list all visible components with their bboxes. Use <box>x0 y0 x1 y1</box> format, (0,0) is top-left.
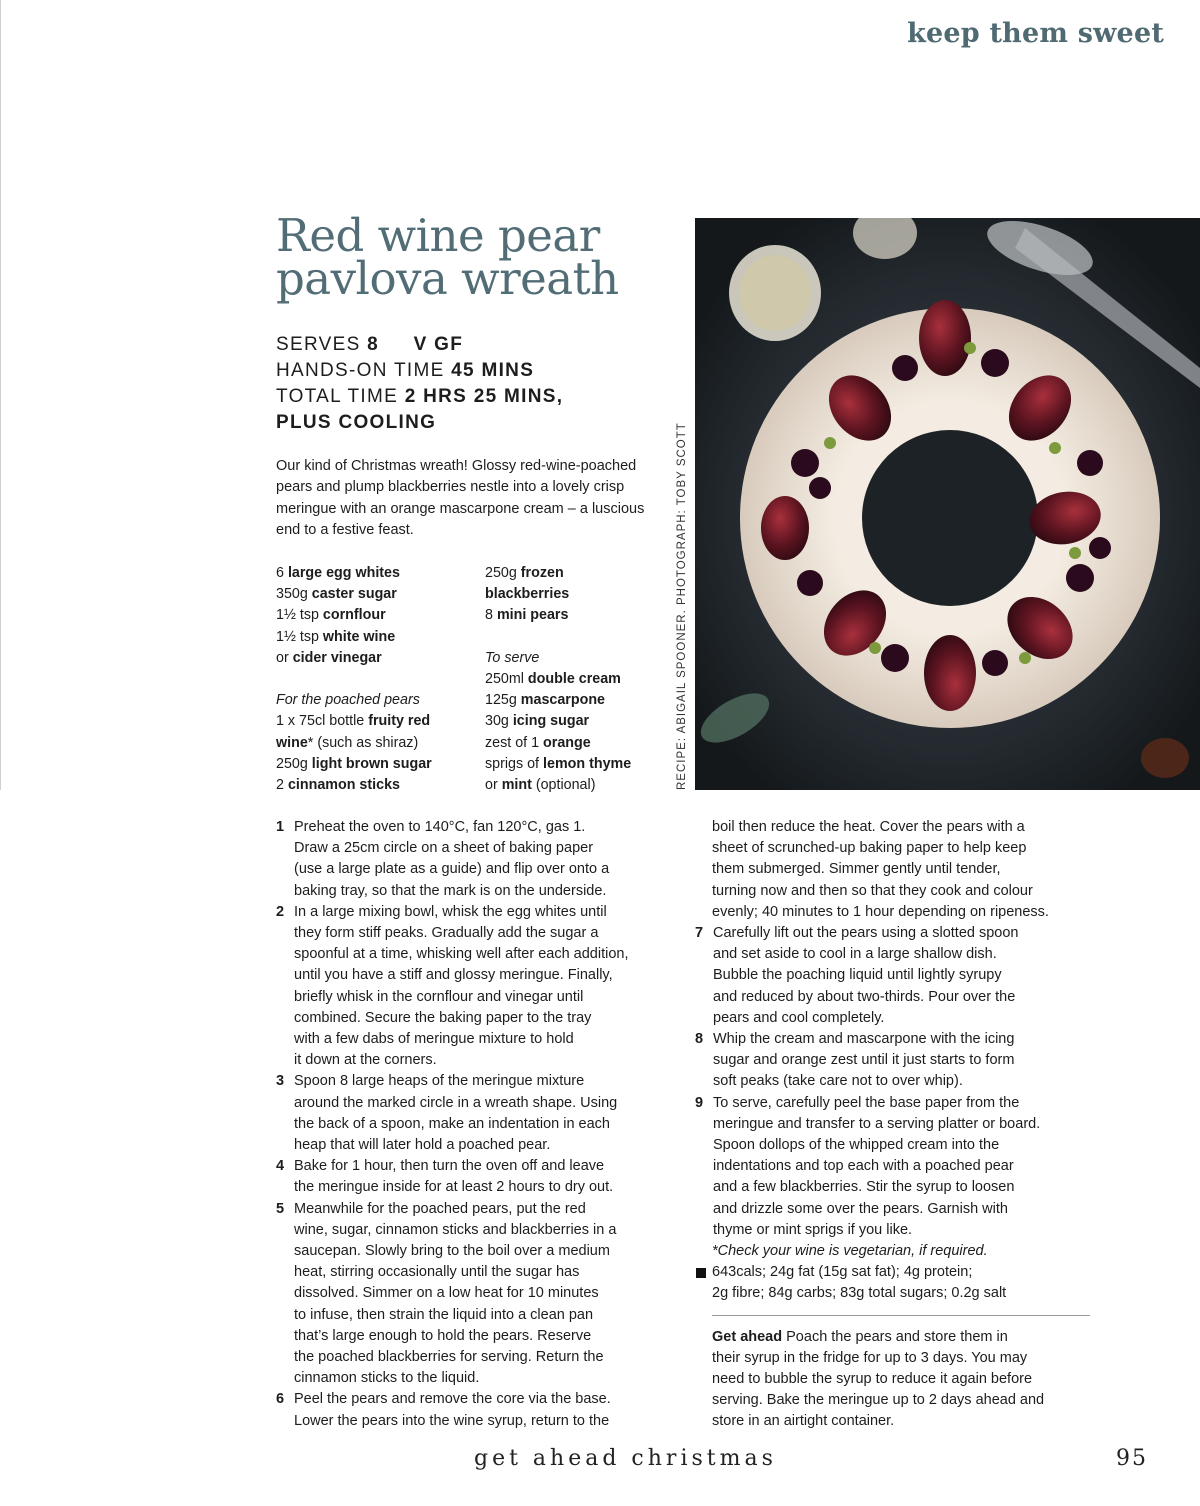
ingredient-item <box>276 563 476 584</box>
step-6-continued <box>695 817 1090 923</box>
step-number: 8 <box>695 1031 704 1048</box>
step-line: meringue and transfer to a serving platter or board. <box>713 1115 1041 1132</box>
step-number: 6 <box>276 1391 285 1408</box>
step-line: sugar and orange zest until it just starts to form <box>713 1052 1015 1069</box>
ingredient-item <box>276 711 476 732</box>
section-tag: keep them sweet <box>907 18 1164 49</box>
nutrition-info <box>695 1262 1090 1304</box>
diet-tags: V GF <box>413 334 464 355</box>
total-row-2 <box>276 410 676 436</box>
handson-value: 45 MINS <box>451 360 535 381</box>
photo-credit: RECIPE: ABIGAIL SPOONER. PHOTOGRAPH: TOBY SCOTT <box>676 422 688 790</box>
total-label: TOTAL TIME <box>276 386 399 407</box>
step-number: 3 <box>276 1073 285 1090</box>
nutrition-line: 2g fibre; 84g carbs; 83g total sugars; 0.2g salt <box>712 1285 1007 1302</box>
step-line: it down at the corners. <box>294 1052 437 1069</box>
step-line: Peel the pears and remove the core via the base. <box>294 1391 611 1408</box>
ingredient-quantity: sprigs of <box>485 755 544 772</box>
ingredient-name: orange <box>543 734 591 751</box>
step-line: baking tray, so that the mark is on the underside. <box>294 882 607 899</box>
step-line: and reduced by about two-thirds. Pour over the <box>713 988 1016 1005</box>
step-line: turning now and then so that they cook and colour <box>712 882 1033 899</box>
ingredient-quantity: 6 <box>276 565 288 581</box>
step-line: Bubble the poaching liquid until lightly syrupy <box>713 967 1002 984</box>
ingredient-item <box>485 669 675 690</box>
method-step <box>276 1071 674 1156</box>
step-number: 1 <box>276 819 285 835</box>
ingredient-quantity: 250ml <box>485 671 528 687</box>
page-number: 95 <box>1116 1446 1148 1471</box>
step-line: Spoon 8 large heaps of the meringue mixture <box>294 1073 585 1090</box>
step-line: them submerged. Simmer gently until tender, <box>712 861 1001 878</box>
step-line: pears and cool completely. <box>713 1009 885 1026</box>
serves-row <box>276 332 676 358</box>
divider <box>712 1315 1090 1316</box>
ingredient-quantity: 1½ tsp <box>276 607 323 624</box>
method-column-right <box>695 817 1090 1433</box>
step-line: to infuse, then strain the liquid into a clean pan <box>294 1306 594 1323</box>
get-ahead-label: Get ahead <box>712 1328 783 1345</box>
ingredient-name: cornflour <box>322 607 386 624</box>
step-line: (use a large plate as a guide) and flip over onto a <box>294 861 610 878</box>
total-row <box>276 384 676 410</box>
step-number: 5 <box>276 1200 285 1217</box>
handson-row <box>276 358 676 384</box>
ingredient-item <box>485 563 675 584</box>
method-step <box>695 1029 1090 1093</box>
step-line: spoonful at a time, whisking well after each addition, <box>294 946 629 963</box>
ingredient-item <box>485 754 675 775</box>
get-ahead-box <box>695 1327 1090 1433</box>
get-ahead-line: their syrup in the fridge for up to 3 days. You may <box>712 1349 1028 1366</box>
ingredient-name: blackberries <box>485 586 570 603</box>
total-value-2: PLUS COOLING <box>276 412 437 433</box>
ingredient-quantity: 350g <box>276 586 312 603</box>
ingredient-name: lemon thyme <box>543 755 632 772</box>
ingredient-name: caster sugar <box>311 586 397 603</box>
step-line: around the marked circle in a wreath shape. Using <box>294 1094 618 1111</box>
ingredient-note: * (such as shiraz) <box>307 734 419 751</box>
step-line: Whip the cream and mascarpone with the icing <box>713 1031 1015 1048</box>
step-line: with a few dabs of meringue mixture to hold <box>294 1031 574 1048</box>
step-number: 2 <box>276 903 285 920</box>
poached-pears-subheading: For the poached pears <box>276 692 420 709</box>
step-line: sheet of scrunched-up baking paper to help keep <box>712 840 1027 857</box>
method-step <box>695 923 1090 1029</box>
ingredients-column-1 <box>276 563 476 796</box>
ingredient-quantity: 1½ tsp <box>276 628 323 645</box>
step-line: Draw a 25cm circle on a sheet of baking paper <box>294 840 594 857</box>
step-line: Spoon dollops of the whipped cream into the <box>713 1137 1000 1154</box>
step-line: Carefully lift out the pears using a slotted spoon <box>713 925 1019 942</box>
step-line: Preheat the oven to 140°C, fan 120°C, gas 1. <box>294 819 586 835</box>
step-line: until you have a stiff and glossy meringue. Finally, <box>294 967 613 984</box>
step-line: and drizzle some over the pears. Garnish with <box>713 1200 1008 1217</box>
ingredient-name: wine <box>276 734 308 751</box>
ingredient-name: light brown sugar <box>311 755 432 772</box>
title-line-1: Red wine pear <box>276 209 600 262</box>
wine-note: *Check your wine is vegetarian, if required. <box>712 1243 988 1260</box>
ingredient-quantity: or <box>276 649 293 666</box>
ingredient-quantity: or <box>485 777 502 794</box>
total-value: 2 HRS 25 MINS, <box>404 386 564 407</box>
step-line: dissolved. Simmer on a low heat for 10 minutes <box>294 1285 599 1302</box>
step-line: the back of a spoon, make an indentation in each <box>294 1115 610 1132</box>
ingredient-quantity: 250g <box>276 755 312 772</box>
ingredient-item <box>485 605 675 626</box>
ingredient-name: cider vinegar <box>292 649 382 666</box>
ingredient-name: icing sugar <box>512 713 590 730</box>
step-line: the poached blackberries for serving. Return the <box>294 1349 604 1366</box>
title-line-2: pavlova wreath <box>276 252 619 305</box>
step-line: and a few blackberries. Stir the syrup to loosen <box>713 1179 1015 1196</box>
step-line: indentations and top each with a poached pear <box>713 1158 1014 1175</box>
ingredient-note: (optional) <box>531 777 596 794</box>
ingredient-item <box>485 733 675 754</box>
step-number: 7 <box>695 925 704 942</box>
ingredient-name: mint <box>501 777 532 794</box>
method-step <box>695 1093 1090 1241</box>
step-line: saucepan. Slowly bring to the boil over a medium <box>294 1243 610 1260</box>
step-line: the meringue inside for at least 2 hours to dry out. <box>294 1179 614 1196</box>
ingredient-item <box>485 711 675 732</box>
step-line: Bake for 1 hour, then turn the oven off and leave <box>294 1158 605 1175</box>
to-serve-subheading: To serve <box>485 649 540 666</box>
step-line: heap that will later hold a poached pear. <box>294 1137 551 1154</box>
step-line: heat, stirring occasionally until the sugar has <box>294 1264 580 1281</box>
ingredient-quantity: 125g <box>485 692 521 709</box>
ingredient-item <box>485 775 675 796</box>
step-line: wine, sugar, cinnamon sticks and blackberries in a <box>294 1221 617 1238</box>
bullet-square-icon <box>696 1268 706 1278</box>
footer-title: get ahead christmas <box>474 1446 777 1471</box>
method-step <box>276 817 674 902</box>
ingredient-item <box>485 690 675 711</box>
ingredient-item <box>276 648 476 669</box>
method-step <box>276 902 674 1072</box>
ingredient-item <box>276 627 476 648</box>
ingredient-quantity: 1 x 75cl bottle <box>276 713 369 730</box>
ingredient-quantity: 8 <box>485 607 497 624</box>
handson-label: HANDS-ON TIME <box>276 360 445 381</box>
step-line: evenly; 40 minutes to 1 hour depending on ripeness. <box>712 903 1049 920</box>
ingredient-item <box>276 775 476 796</box>
step-line: Meanwhile for the poached pears, put the red <box>294 1200 586 1217</box>
method-step <box>276 1389 674 1431</box>
ingredient-quantity: zest of 1 <box>485 734 544 751</box>
step-line: briefly whisk in the cornflour and vinegar until <box>294 988 584 1005</box>
get-ahead-line: need to bubble the syrup to reduce it again before <box>712 1371 1033 1388</box>
step-line: To serve, carefully peel the base paper from the <box>713 1094 1020 1111</box>
ingredient-name: cinnamon sticks <box>287 777 400 794</box>
page-edge-rule <box>0 0 1 790</box>
step-line: soft peaks (take care not to over whip). <box>713 1073 963 1090</box>
ingredient-item <box>485 584 675 605</box>
method-step <box>276 1156 674 1198</box>
ingredient-name: double cream <box>527 671 621 687</box>
method-column-left <box>276 817 674 1432</box>
ingredient-name: fruity red <box>368 713 431 730</box>
ingredient-quantity: 2 <box>276 777 288 794</box>
ingredient-name: white wine <box>322 628 396 645</box>
ingredient-item <box>276 605 476 626</box>
step-line: Lower the pears into the wine syrup, return to the <box>294 1412 610 1429</box>
ingredient-item <box>276 733 476 754</box>
ingredient-name: mascarpone <box>520 692 606 709</box>
recipe-title <box>276 209 676 305</box>
step-line: and set aside to cool in a large shallow dish. <box>713 946 997 963</box>
step-line: combined. Secure the baking paper to the tray <box>294 1009 592 1026</box>
ingredient-name: frozen <box>520 565 564 581</box>
recipe-meta <box>276 332 676 436</box>
step-line: thyme or mint sprigs if you like. <box>713 1221 913 1238</box>
get-ahead-line <box>712 1327 1090 1348</box>
step-line: cinnamon sticks to the liquid. <box>294 1370 480 1387</box>
ingredient-name: large egg whites <box>287 565 400 581</box>
ingredient-name: mini pears <box>496 607 569 624</box>
ingredient-item <box>276 754 476 775</box>
step-line: boil then reduce the heat. Cover the pears with a <box>712 819 1025 835</box>
recipe-photo <box>695 218 1200 790</box>
ingredient-item <box>276 584 476 605</box>
step-line: that’s large enough to hold the pears. Reserve <box>294 1327 592 1344</box>
step-number: 4 <box>276 1158 285 1175</box>
serves-value: 8 <box>367 334 380 355</box>
step-line: In a large mixing bowl, whisk the egg whites until <box>294 903 607 920</box>
nutrition-line: 643cals; 24g fat (15g sat fat); 4g protein; <box>712 1264 973 1281</box>
method-step <box>276 1199 674 1390</box>
get-ahead-text: Poach the pears and store them in <box>782 1328 1008 1345</box>
ingredient-quantity: 30g <box>485 713 513 730</box>
get-ahead-line: serving. Bake the meringue up to 2 days ahead and <box>712 1392 1045 1409</box>
step-line: they form stiff peaks. Gradually add the sugar a <box>294 925 599 942</box>
intro-text: Our kind of Christmas wreath! Glossy red-wine-poached pears and plump blackberries nestle into a lovely crisp meringue with an orange mascarpone cream – a luscious end to a festive feast. <box>276 458 645 538</box>
step-number: 9 <box>695 1094 704 1111</box>
ingredient-quantity: 250g <box>485 565 521 581</box>
get-ahead-line: store in an airtight container. <box>712 1413 895 1430</box>
ingredients-column-2 <box>485 563 675 796</box>
serves-label: SERVES <box>276 334 361 355</box>
